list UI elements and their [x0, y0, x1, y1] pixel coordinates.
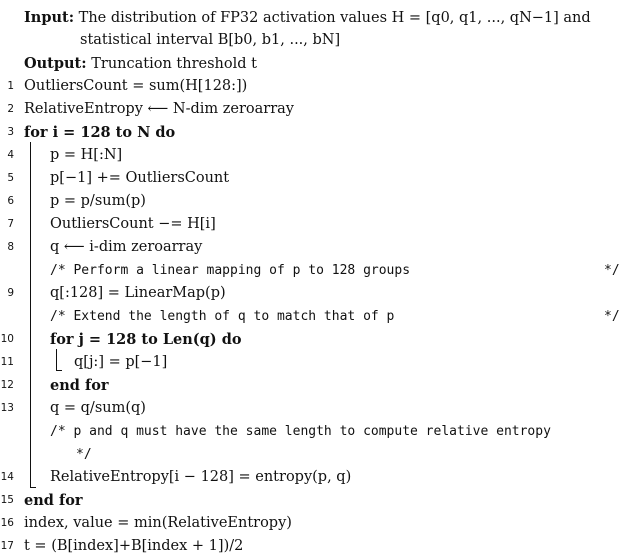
algo-line-8 [0, 236, 627, 259]
comment-end: */ [604, 263, 620, 278]
line-text: p = H[:N] [50, 147, 123, 163]
line-text: q[:128] = LinearMap(p) [50, 285, 226, 301]
output-line [0, 52, 627, 75]
line-number: 8 [7, 241, 14, 253]
line-text: end for [24, 492, 83, 509]
input-line [0, 6, 627, 29]
line-number: 14 [0, 471, 14, 483]
algo-line-3 [0, 121, 627, 144]
algo-line-10 [0, 328, 627, 351]
algo-line-2 [0, 98, 627, 121]
algo-line-1 [0, 75, 627, 98]
line-number: 13 [0, 402, 14, 414]
output-text: Truncation threshold t [91, 56, 257, 72]
line-number: 16 [0, 517, 14, 529]
algo-comment-1 [0, 259, 627, 282]
line-text: t = (B[index]+B[index + 1])/2 [24, 538, 244, 554]
comment-text: /* Perform a linear mapping of p to 128 groups [50, 263, 411, 278]
algo-comment-3 [0, 420, 627, 443]
algo-line-11 [0, 351, 627, 374]
line-text: p[−1] += OutliersCount [50, 170, 230, 186]
comment-text: /* Extend the length of q to match that of p [50, 309, 395, 324]
comment-end: */ [604, 309, 620, 324]
algo-line-12 [0, 374, 627, 397]
for-block-rule [30, 142, 31, 487]
line-number: 9 [7, 287, 14, 299]
algo-comment-2 [0, 305, 627, 328]
line-text: RelativeEntropy[i − 128] = entropy(p, q) [50, 469, 352, 485]
line-text: OutliersCount = sum(H[128:]) [24, 78, 248, 94]
line-number: 1 [7, 80, 14, 92]
output-label: Output: [24, 55, 87, 72]
algo-line-16 [0, 512, 627, 535]
line-text: q = q/sum(q) [50, 400, 146, 416]
algo-line-13 [0, 397, 627, 420]
line-text: RelativeEntropy ⟵ N-dim zeroarray [24, 101, 294, 117]
inner-for-block-rule [56, 349, 57, 370]
input-text: The distribution of FP32 activation values H = [q0, q1, ..., qN−1] and [78, 10, 591, 26]
line-number: 5 [7, 172, 14, 184]
line-text: p = p/sum(p) [50, 193, 146, 209]
for-block-hook [30, 487, 36, 488]
input-text-cont: statistical interval B[b0, b1, ..., bN] [80, 32, 341, 48]
comment-end: */ [76, 447, 92, 462]
line-number: 6 [7, 195, 14, 207]
line-text: q ⟵ i-dim zeroarray [50, 239, 203, 255]
algo-line-14 [0, 466, 627, 489]
line-number: 3 [7, 126, 14, 138]
algo-line-7 [0, 213, 627, 236]
algo-line-9 [0, 282, 627, 305]
line-number: 2 [7, 103, 14, 115]
line-text: index, value = min(RelativeEntropy) [24, 515, 292, 531]
line-number: 12 [0, 379, 14, 391]
line-text: for j = 128 to Len(q) do [50, 331, 242, 348]
line-text: OutliersCount −= H[i] [50, 216, 216, 232]
line-number: 17 [0, 540, 14, 552]
algo-line-5 [0, 167, 627, 190]
line-number: 11 [0, 356, 14, 368]
line-text: end for [50, 377, 109, 394]
line-number: 7 [7, 218, 14, 230]
input-line-cont [0, 29, 627, 52]
line-number: 10 [0, 333, 14, 345]
line-number: 15 [0, 494, 14, 506]
line-number: 4 [7, 149, 14, 161]
algo-comment-3-end [0, 443, 627, 466]
comment-text: /* p and q must have the same length to compute relative entropy [50, 424, 551, 439]
line-text: q[j:] = p[−1] [74, 354, 168, 370]
algo-line-17 [0, 535, 627, 558]
algo-line-15 [0, 489, 627, 512]
algo-line-6 [0, 190, 627, 213]
inner-for-block-hook [56, 370, 62, 371]
input-label: Input: [24, 9, 75, 26]
line-text: for i = 128 to N do [24, 124, 176, 141]
algo-line-4 [0, 144, 627, 167]
